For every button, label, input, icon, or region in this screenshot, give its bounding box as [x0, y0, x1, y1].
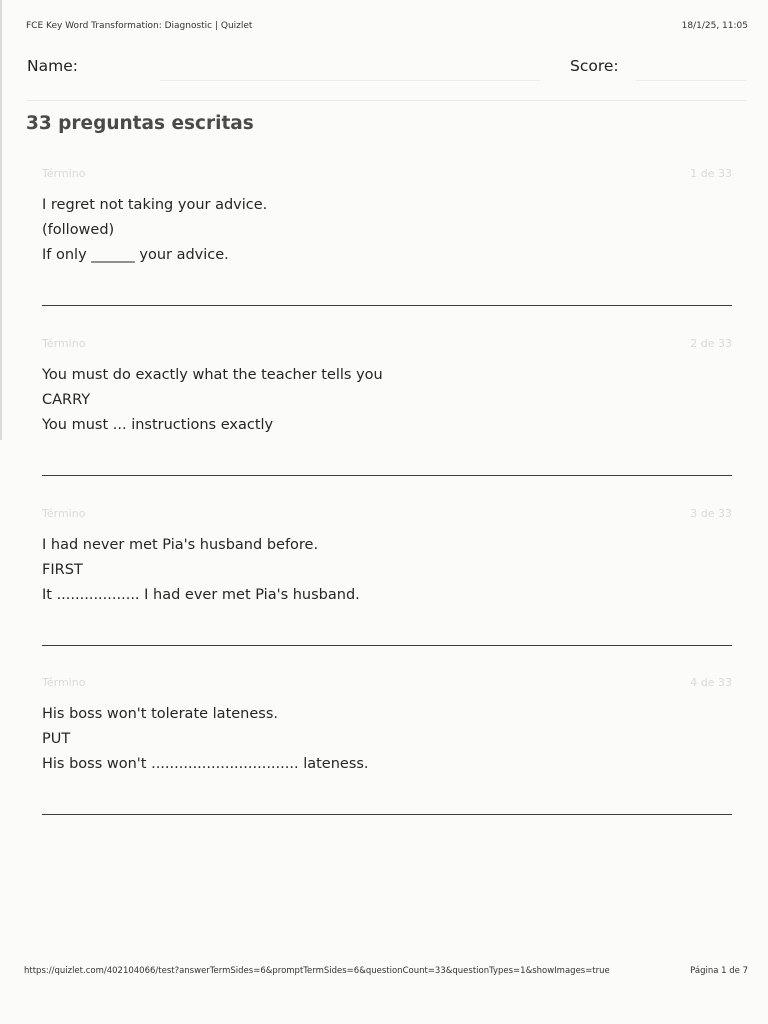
question-term-label: Término — [42, 676, 86, 689]
header-divider — [26, 100, 746, 101]
question-number: 4 de 33 — [690, 676, 732, 689]
question-prompt: His boss won't ................................ lateness. — [42, 756, 369, 772]
answer-line[interactable] — [42, 814, 732, 815]
score-field-line — [636, 80, 746, 81]
question-sentence: You must do exactly what the teacher tells you — [42, 367, 383, 383]
question-term-label: Término — [42, 337, 86, 350]
question-prompt: It .................. I had ever met Pia's husband. — [42, 587, 360, 603]
question-number: 3 de 33 — [690, 507, 732, 520]
print-header-title: FCE Key Word Transformation: Diagnostic | Quizlet — [26, 21, 253, 31]
print-footer-page-number: Página 1 de 7 — [690, 966, 748, 976]
answer-line[interactable] — [42, 305, 732, 306]
question-keyword: CARRY — [42, 392, 91, 408]
answer-line[interactable] — [42, 475, 732, 476]
question-prompt: You must ... instructions exactly — [42, 417, 274, 433]
print-header-datetime: 18/1/25, 11:05 — [681, 21, 748, 31]
name-label: Name: — [27, 57, 78, 75]
question-sentence: I had never met Pia's husband before. — [42, 537, 319, 553]
section-title: 33 preguntas escritas — [26, 113, 254, 134]
question-sentence: His boss won't tolerate lateness. — [42, 706, 279, 722]
question-number: 2 de 33 — [690, 337, 732, 350]
score-label: Score: — [570, 57, 619, 75]
question-term-label: Término — [42, 507, 86, 520]
question-prompt: If only ______ your advice. — [42, 247, 229, 263]
name-field-line — [160, 80, 540, 81]
print-footer-url: https://quizlet.com/402104066/test?answerTermSides=6&promptTermSides=6&questionCount=33&questionTypes=1&showImages=true — [24, 966, 610, 976]
question-keyword: PUT — [42, 731, 71, 747]
question-sentence: I regret not taking your advice. — [42, 197, 268, 213]
page-edge — [0, 0, 2, 440]
question-term-label: Término — [42, 167, 86, 180]
question-keyword: (followed) — [42, 222, 115, 238]
answer-line[interactable] — [42, 645, 732, 646]
question-keyword: FIRST — [42, 562, 83, 578]
question-number: 1 de 33 — [690, 167, 732, 180]
